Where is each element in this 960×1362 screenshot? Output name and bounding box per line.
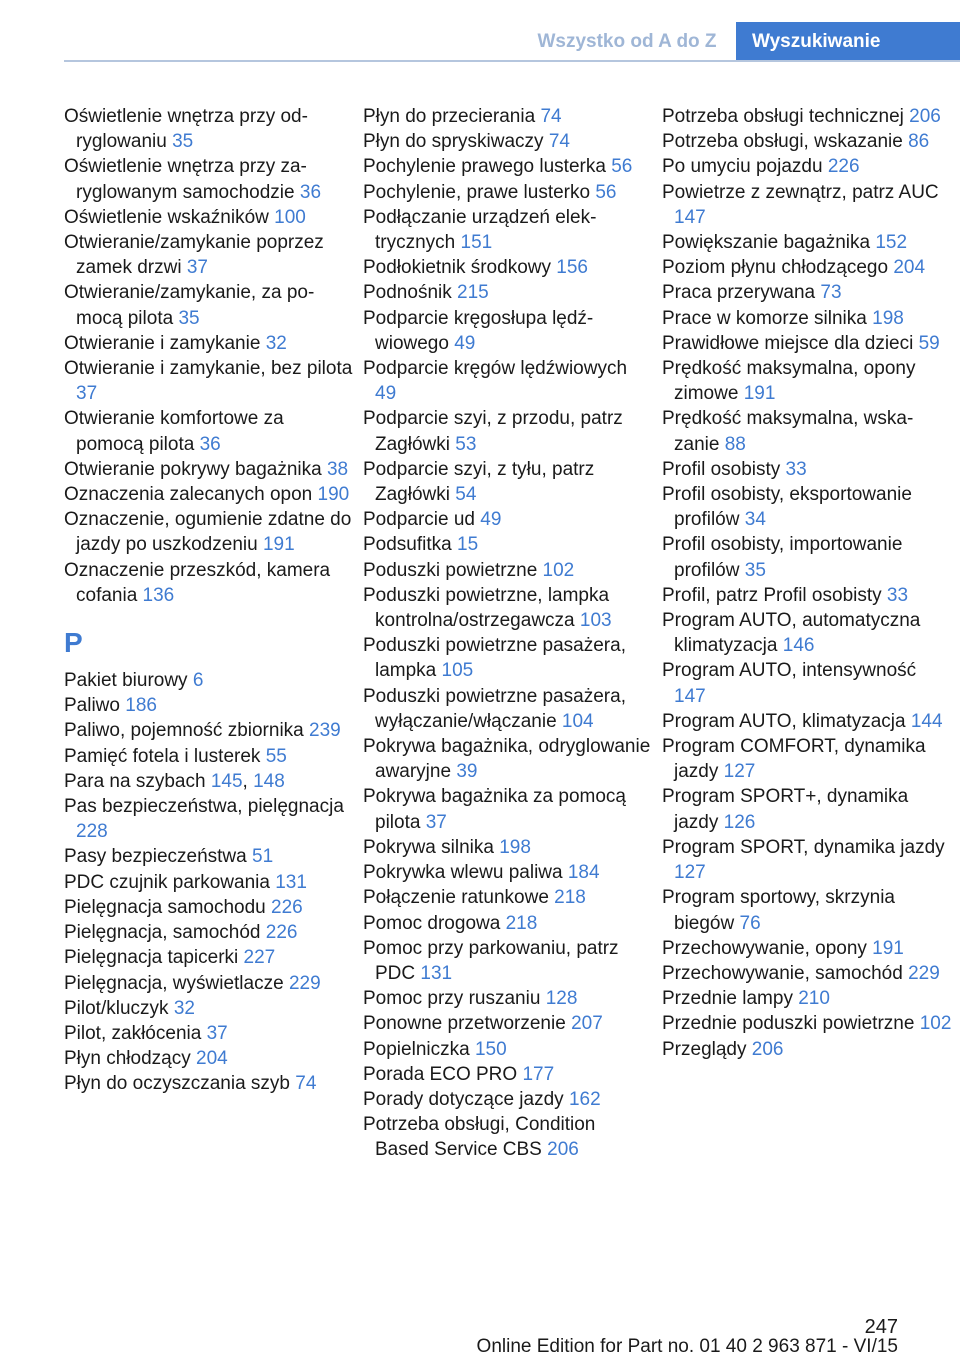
index-entry-term: Pasy bezpieczeństwa [64,846,252,868]
index-entry-term: Przechowywanie, opony [662,937,873,959]
page-ref-link[interactable]: 36 [199,433,221,455]
index-entry-term: Program AUTO, klimatyzacja [662,710,911,732]
page-ref-link[interactable]: 229 [288,972,321,994]
index-entry [64,769,354,794]
index-entry [363,356,653,406]
page-ref-link[interactable]: 37 [186,257,208,279]
index-entry-term: Otwieranie/zamykanie poprzez zamek drzwi [64,232,324,279]
index-entry-term: Pilot/kluczyk [64,997,174,1019]
index-entry [662,1011,952,1036]
index-column-2 [363,104,653,1163]
tab-search[interactable]: Wyszukiwanie [736,22,960,62]
page-ref-link[interactable]: 73 [820,282,842,304]
page-ref-link[interactable]: 32 [265,332,287,354]
index-entry-term: Program COMFORT, dynamika jazdy [662,736,926,783]
page-ref-link[interactable]: 32 [173,997,195,1019]
index-entry [64,971,354,996]
header-divider [64,60,960,62]
index-entry-term: Pas bezpieczeństwa, pielęgnacja [64,796,344,818]
index-entry-term: Otwieranie i zamykanie [64,332,266,354]
page-ref-link[interactable]: 76 [739,912,761,934]
index-entry-term: Podłączanie urządzeń elektrycznych [363,206,597,254]
page-ref-link[interactable]: 226 [271,896,303,918]
index-entry [64,482,354,507]
index-entry-term: Poziom płynu chłodzącego [662,257,894,279]
index-entry-term: Płyn do oczyszczania szyb [64,1073,296,1095]
page-ref-link[interactable]: 177 [522,1063,555,1085]
index-entry-term: Poduszki powietrzne pasażera, lampka [363,635,626,682]
page-ref-link[interactable]: 136 [142,584,175,606]
index-entry [363,205,653,255]
index-entry [662,129,952,154]
index-entry-term: Pochylenie prawego lusterka [363,156,612,178]
index-entry-term: Otwieranie/zamykanie, za pomocą pilota [64,282,315,329]
index-entry-term: Pielęgnacja samochodu [64,896,272,918]
index-entry [662,230,952,255]
index-entry [662,532,952,582]
index-entry [662,356,952,406]
index-entry-term: Otwieranie pokrywy bagażnika [64,458,327,480]
page-ref-link[interactable]: 37 [76,383,98,405]
index-entry [363,1011,653,1036]
index-entry [363,936,653,986]
index-entry-term: Paliwo, pojemność zbiornika [64,720,310,742]
index-entry [64,844,354,869]
index-entry [662,104,952,129]
index-entry-term: Pilot, zakłócenia [64,1022,207,1044]
index-entry [64,356,354,406]
index-entry-term: Porada ECO PRO [363,1063,523,1085]
index-entry-term: Pomoc przy parkowaniu, patrz PDC [363,937,619,984]
index-entry-term: Podnośnik [363,282,458,304]
page-ref-link[interactable]: 51 [252,846,274,868]
index-entry-term: Podparcie szyi, z przodu, patrz Zagłówki [363,408,623,455]
index-entry-term: Płyn do spryskiwaczy [363,131,549,153]
index-entry [64,693,354,718]
page-ref-link[interactable]: 54 [455,484,477,506]
index-entry [363,306,653,356]
index-entry-term: Przeglądy [662,1038,752,1060]
index-entry-term: Oświetlenie wnętrza przy odryglowaniu [64,106,308,153]
page-ref-link[interactable]: 150 [474,1038,507,1060]
index-entry [662,885,952,935]
index-column-1 [64,104,354,1097]
index-entry [662,280,952,305]
page-ref-link[interactable]: 74 [548,131,570,153]
page-ref-link[interactable]: 152 [875,232,908,254]
page-ref-link[interactable]: 49 [454,332,476,354]
index-entry [64,945,354,970]
index-entry-term: Pokrywka wlewu paliwa [363,862,568,884]
index-entry [363,532,653,557]
page-ref-link[interactable]: 105 [441,660,474,682]
index-entry-term: Program sportowy, skrzynia biegów [662,887,895,934]
page-ref-link[interactable]: 229 [908,962,940,984]
page-ref-link[interactable]: 147 [674,206,706,228]
page-ref-link[interactable]: 210 [798,988,830,1010]
index-entry [662,583,952,608]
index-entry [662,154,952,179]
index-entry [64,507,354,557]
index-entry-term: Oświetlenie wnętrza przy zaryglowanym samochodzie [64,156,307,203]
index-entry-term: Przednie poduszki powietrzne [662,1013,920,1035]
index-letter-heading: P [64,627,83,659]
index-entry [64,230,354,280]
index-entry [64,668,354,693]
page-ref-link[interactable]: 226 [827,156,860,178]
index-entry-term: Profil, patrz Profil osobisty [662,584,887,606]
index-entry-term: Przechowywanie, samochód [662,962,909,984]
index-entry-term: Pomoc przy ruszaniu [363,988,546,1010]
page-ref-link[interactable]: 15 [457,534,479,556]
index-entry [64,1071,354,1096]
index-entry-term: Paliwo [64,695,126,717]
edition-footer: Online Edition for Part no. 01 40 2 963 871 - VI/15 [476,1336,898,1357]
index-entry [64,154,354,204]
page-ref-link[interactable]: 74 [295,1073,317,1095]
page-ref-link[interactable]: 146 [782,635,815,657]
index-entry [363,784,653,834]
index-entry [662,306,952,331]
index-entry-term: Pielęgnacja, wyświetlacze [64,972,289,994]
index-entry [363,1062,653,1087]
page-ref-link[interactable]: 100 [274,206,306,228]
index-entry-term: Prace w komorze silnika [662,307,873,329]
page-ref-link[interactable]: 74 [540,106,562,127]
index-entry [363,406,653,456]
page-ref-link[interactable]: 218 [554,887,586,909]
page-number: 247 [864,1316,898,1338]
index-entry-term: Oznaczenie, ogumienie zdatne do jazdy po uszkodzeniu [64,509,352,556]
page-ref-link[interactable]: 53 [455,433,477,455]
index-entry [64,457,354,482]
index-entry [64,870,354,895]
index-entry-term: Potrzeba obsługi technicznej [662,106,910,127]
index-entry-term: Oświetlenie wskaźników [64,206,275,228]
index-entry [64,794,354,844]
index-entry-term: Podsufitka [363,534,457,556]
page-ref-link[interactable]: 191 [743,383,776,405]
page-ref-link[interactable]: 49 [375,383,397,405]
index-entry-term: Powiększanie bagażnika [662,232,876,254]
page-ref-link[interactable]: 198 [499,836,531,858]
page-ref-link[interactable]: 37 [425,811,447,833]
index-entry-term: Powietrze z zewnątrz, patrz AUC [662,181,939,203]
index-entry [363,684,653,734]
page-ref-link[interactable]: 218 [505,912,538,934]
index-entry-term: Profil osobisty, eksportowanie profilów [662,484,912,531]
page-ref-link[interactable]: 56 [595,181,617,203]
index-entry [363,1037,653,1062]
index-entry-term: Program SPORT+, dynamika jazdy [662,786,909,833]
index-entry [363,583,653,633]
index-entry [662,658,952,708]
page-ref-link[interactable]: 88 [724,433,746,455]
page-ref-link[interactable]: 35 [172,131,194,153]
index-entry-term: Poduszki powietrzne, lampka kontrolna/ostrzegawcza [363,584,610,632]
index-entry-term: Prędkość maksymalna, opony zimowe [662,358,916,405]
index-entry [363,180,653,205]
page-ref-link[interactable]: 215 [457,282,489,304]
index-entry [363,507,653,532]
index-entry-term: Prawidłowe miejsce dla dzieci [662,332,919,354]
index-entry-term: Pokrywa bagażnika, odryglowanie awaryjne [363,736,651,783]
index-entry [662,255,952,280]
page-ref-link[interactable]: 239 [309,720,341,742]
index-entry [363,633,653,683]
page-ref-link[interactable]: 206 [547,1139,579,1161]
page-ref-link[interactable]: 131 [275,871,307,893]
index-entry [64,280,354,330]
page-ref-link[interactable]: 104 [561,710,594,732]
index-entry [363,457,653,507]
page-ref-link[interactable]: 204 [196,1048,228,1070]
index-entry [363,1112,653,1162]
index-entry [363,835,653,860]
page-ref-link[interactable]: 59 [918,332,940,354]
index-entry [64,996,354,1021]
page-ref-link[interactable]: 102 [919,1013,952,1035]
index-entry-term: Ponowne przetworzenie [363,1013,572,1035]
page-ref-link[interactable]: 147 [674,685,706,707]
index-entry [64,406,354,456]
page-ref-link[interactable]: 191 [262,534,295,556]
page-ref-link[interactable]: 55 [265,745,287,767]
index-entry [662,961,952,986]
index-entry-term: Potrzeba obsługi, Condition Based Service CBS [363,1114,596,1161]
index-entry [662,457,952,482]
page-header [0,0,960,62]
index-entry-term: Płyn chłodzący [64,1048,197,1070]
index-entry [662,608,952,658]
page-ref-link[interactable]: 145 [210,770,243,792]
index-entry [64,744,354,769]
page-ref-link[interactable]: 204 [893,257,926,279]
index-entry-term: Otwieranie komfortowe za pomocą pilota [64,408,284,455]
page-ref-link[interactable]: 38 [326,458,349,480]
index-entry-term: Pielęgnacja, samochód [64,922,266,944]
index-entry [662,936,952,961]
page-ref-link[interactable]: 127 [674,862,706,884]
index-entry-term: Podparcie ud [363,509,481,531]
index-entry-term: Podparcie kręgosłupa lędźwiowego [363,307,594,354]
index-entry [64,1021,354,1046]
index-entry [662,406,952,456]
index-entry-term: Pokrywa bagażnika za pomocą pilota [363,786,626,833]
page-ref-link[interactable]: 184 [567,862,600,884]
index-entry [363,885,653,910]
index-entry-term: Praca przerywana [662,282,821,304]
page-ref-link[interactable]: 35 [178,307,200,329]
page-ref-link[interactable]: 198 [872,307,904,329]
index-entry [363,255,653,280]
page-ref-link[interactable]: 34 [744,509,766,531]
page-ref-link[interactable]: 148 [253,770,285,792]
index-entry [363,986,653,1011]
page-ref-link[interactable]: 206 [909,106,941,127]
page-ref-link[interactable]: 226 [265,922,298,944]
index-entry [64,718,354,743]
index-entry [363,860,653,885]
index-entry [64,895,354,920]
index-entry-term: Pakiet biurowy [64,670,193,692]
page-ref-link[interactable]: 128 [545,988,578,1010]
page-ref-link[interactable]: 6 [192,670,204,692]
index-entry-term: Poduszki powietrzne [363,559,543,581]
ref-separator: , [242,770,254,792]
index-entry [363,558,653,583]
index-entry [363,734,653,784]
page-ref-link[interactable]: 228 [76,821,108,843]
index-entry-term: Przednie lampy [662,988,799,1010]
page-ref-link[interactable]: 207 [571,1013,603,1035]
page-ref-link[interactable]: 37 [206,1022,228,1044]
index-entry-term: Płyn do przecierania [363,106,541,127]
page-ref-link[interactable]: 103 [579,610,612,632]
index-entry-term: Pielęgnacja tapicerki [64,947,244,969]
index-entry [64,558,354,608]
index-entry [662,784,952,834]
tab-all-a-to-z[interactable]: Wszystko od A do Z [537,31,717,52]
index-entry [662,835,952,885]
index-entry-term: Poduszki powietrzne pasażera, wyłączanie/włączanie [363,685,626,732]
index-entry-term: Podparcie kręgów lędźwiowych [363,358,628,380]
index-entry-term: Połączenie ratunkowe [363,887,555,909]
index-entry-term: PDC czujnik parkowania [64,871,276,893]
index-entry-term: Pokrywa silnika [363,836,500,858]
page-ref-link[interactable]: 190 [317,484,350,506]
index-entry-term: Podłokietnik środkowy [363,257,557,279]
index-entry-term: Profil osobisty [662,458,786,480]
index-entry [64,104,354,154]
index-entry-term: Po umyciu pojazdu [662,156,828,178]
page-ref-link[interactable]: 126 [723,811,756,833]
index-entry [64,331,354,356]
index-entry [662,734,952,784]
index-entry-term: Para na szybach [64,770,211,792]
index-entry [662,986,952,1011]
page-ref-link[interactable]: 131 [420,962,453,984]
index-entry [662,709,952,734]
index-entry [363,911,653,936]
page-ref-link[interactable]: 86 [908,131,930,153]
page-ref-link[interactable]: 56 [611,156,633,178]
page-ref-link[interactable]: 151 [460,232,493,254]
index-entry-term: Oznaczenia zalecanych opon [64,484,318,506]
index-entry-term: Podparcie szyi, z tyłu, patrz Zagłówki [363,458,595,506]
index-entry-term: Pamięć fotela i lusterek [64,745,266,767]
page-ref-link[interactable]: 36 [299,181,322,203]
index-entry-term: Otwieranie i zamykanie, bez pilota [64,358,353,380]
index-entry [64,205,354,230]
page-ref-link[interactable]: 191 [872,937,904,959]
page-ref-link[interactable]: 227 [243,947,276,969]
index-entry-term: Potrzeba obsługi, wskazanie [662,131,909,153]
page-ref-link[interactable]: 49 [480,509,502,531]
index-column-3 [662,104,952,1062]
page-ref-link[interactable]: 39 [456,761,478,783]
index-entry [363,280,653,305]
page-ref-link[interactable]: 127 [723,761,756,783]
index-entry [662,331,952,356]
page-ref-link[interactable]: 144 [910,710,943,732]
index-entry [64,920,354,945]
index-entry-term: Pochylenie, prawe lusterko [363,181,596,203]
index-entry-term: Prędkość maksymalna, wskazanie [662,408,914,455]
index-entry [363,104,653,129]
index-entry [363,129,653,154]
index-entry [64,1046,354,1071]
page-ref-link[interactable]: 156 [556,257,588,279]
index-entry-term: Porady dotyczące jazdy [363,1088,569,1110]
page-ref-link[interactable]: 102 [542,559,575,581]
index-entry [363,1087,653,1112]
index-entry-term: Program SPORT, dynamika jazdy [662,836,945,858]
page-ref-link[interactable]: 162 [568,1088,601,1110]
page-ref-link[interactable]: 186 [125,695,157,717]
page-ref-link[interactable]: 33 [785,458,807,480]
index-entry-term: Pomoc drogowa [363,912,506,934]
index-entry [662,180,952,230]
index-entry-term: Program AUTO, automatyczna klimatyzacja [662,610,921,657]
page-ref-link[interactable]: 206 [751,1038,784,1060]
index-entry-term: Popielniczka [363,1038,475,1060]
index-entry-term: Profil osobisty, importowanie profilów [662,534,903,581]
index-entry-term: Oznaczenie przeszkód, kamera cofania [64,559,331,606]
page-ref-link[interactable]: 35 [744,559,766,581]
index-entry [662,482,952,532]
index-entry [662,1037,952,1062]
index-entry [363,154,653,179]
index-entry-term: Program AUTO, intensywność [662,660,917,682]
page-ref-link[interactable]: 33 [886,584,909,606]
